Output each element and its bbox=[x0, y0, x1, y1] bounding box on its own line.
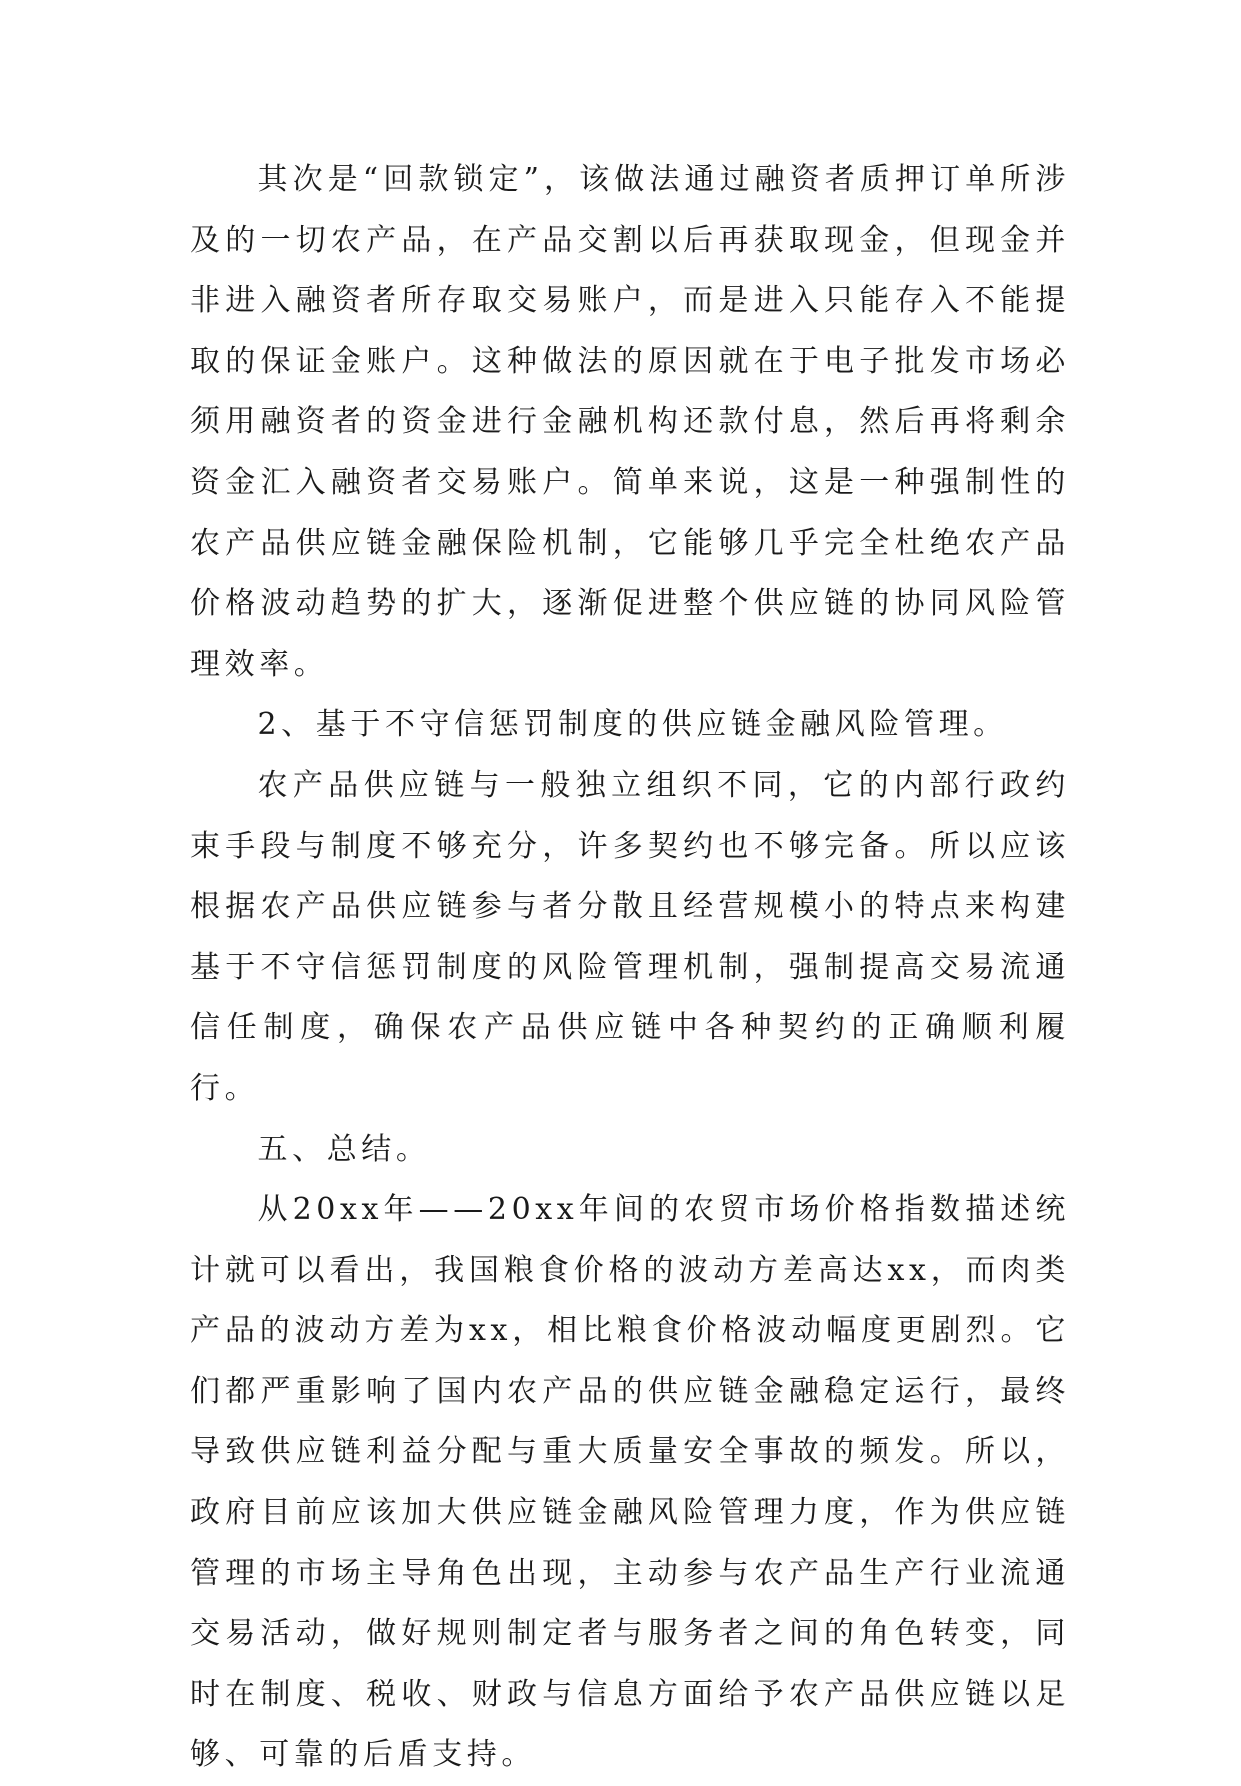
section-heading-2: 2、基于不守信惩罚制度的供应链金融风险管理。 bbox=[257, 707, 1008, 743]
paragraph-payment-lock: 其次是“回款锁定”，该做法通过融资者质押订单所涉及的一切农产品，在产品交割以后再获取现金，但现金并非进入融资者所存取交易账户，而是进入只能存入不能提取的保证金账户。这种做法的原因就在于电子批发市场必须用融资者的资金进行金融机构还款付息，然后再将剩余资金汇入融资者交易账户。简单来说，这是一种强制性的农产品供应链金融保险机制，它能够几乎完全杜绝农产品价格波动趋势的扩大，逐渐促进整个供应链的协同风险管理效率。 bbox=[190, 162, 1070, 682]
document-body bbox=[190, 150, 1070, 1786]
paragraph-credit-penalty: 农产品供应链与一般独立组织不同，它的内部行政约束手段与制度不够充分，许多契约也不够完备。所以应该根据农产品供应链参与者分散且经营规模小的特点来构建基于不守信惩罚制度的风险管理机制，强制提高交易流通信任制度，确保农产品供应链中各种契约的正确顺利履行。 bbox=[190, 767, 1070, 1106]
paragraph-summary: 从20xx年——20xx年间的农贸市场价格指数描述统计就可以看出，我国粮食价格的波动方差高达xx，而肉类产品的波动方差为xx，相比粮食价格波动幅度更剧烈。它们都严重影响了国内农产品的供应链金融稳定运行，最终导致供应链利益分配与重大质量安全事故的频发。所以，政府目前应该加大供应链金融风险管理力度，作为供应链管理的市场主导角色出现，主动参与农产品生产行业流通交易活动，做好规则制定者与服务者之间的角色转变，同时在制度、税收、财政与信息方面给予农产品供应链以足够、可靠的后盾支持。 bbox=[190, 1192, 1070, 1773]
section-heading-summary: 五、总结。 bbox=[257, 1131, 431, 1167]
